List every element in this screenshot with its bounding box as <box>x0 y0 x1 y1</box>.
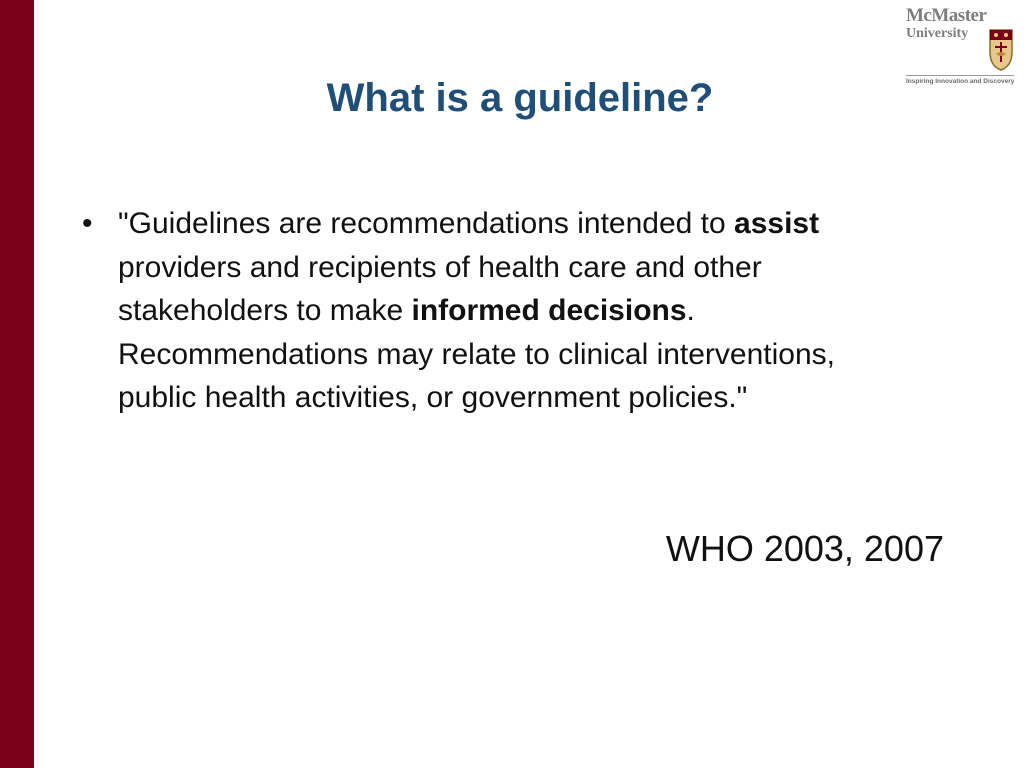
mcmaster-logo <box>904 6 1016 88</box>
quote-text-part1: "Guidelines are recommendations intended to <box>118 207 735 240</box>
quote-bullet-item <box>82 202 912 420</box>
logo-university: University <box>906 26 969 41</box>
logo-divider <box>906 75 1014 76</box>
mcmaster-crest-icon <box>988 28 1014 72</box>
citation: WHO 2003, 2007 <box>665 528 944 569</box>
bullet-icon: • <box>82 207 93 240</box>
slide-title: What is a guideline? <box>326 76 714 120</box>
quote-emphasis-assist: assist <box>734 207 820 240</box>
logo-name: McMaster <box>906 5 987 26</box>
logo-wordmark <box>906 6 986 41</box>
quote-text-part3: . Recommendations may relate to clinical interventions, public health activities, or government policies." <box>118 294 835 414</box>
bullet-list <box>82 202 912 420</box>
left-accent-bar <box>0 0 34 768</box>
logo-tagline: Inspiring Innovation and Discovery <box>906 78 1015 85</box>
quote-emphasis-informed-decisions: informed decisions <box>411 294 687 327</box>
quote-text-part2: providers and recipients of health care and other stakeholders to make <box>118 250 762 327</box>
